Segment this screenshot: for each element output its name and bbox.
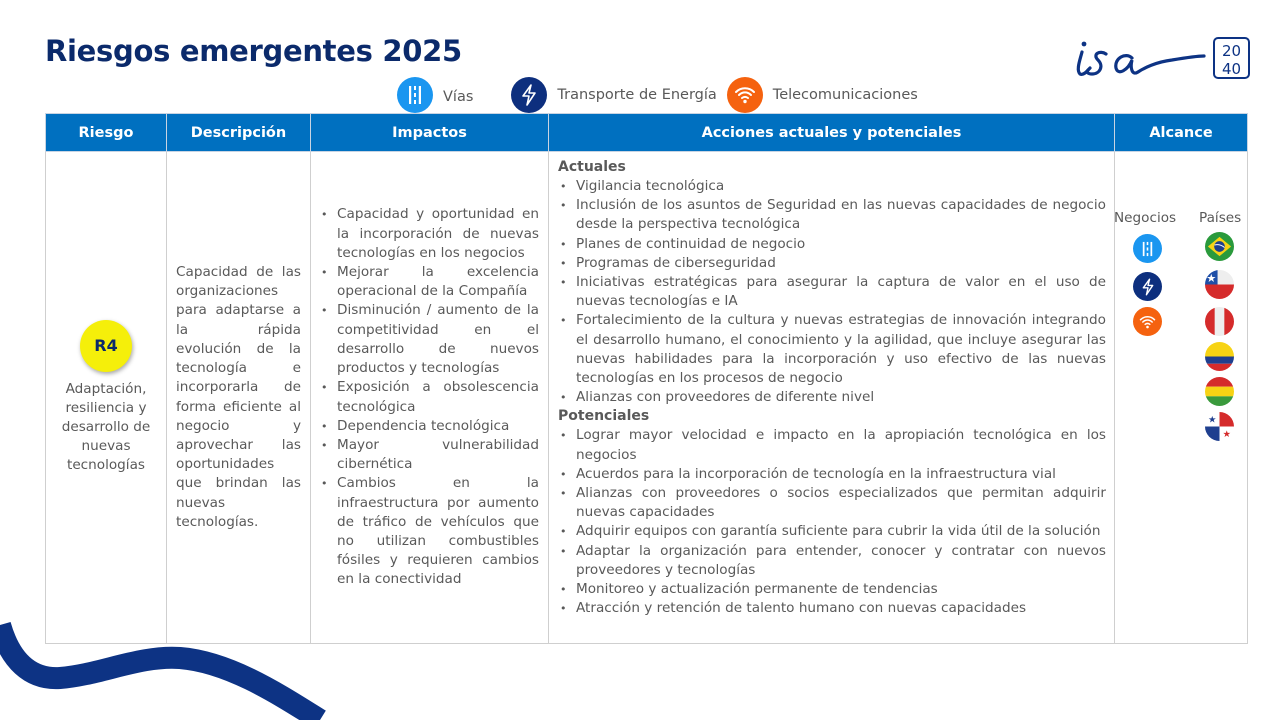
table-row [46, 152, 1248, 644]
header-riesgo: Riesgo [46, 114, 167, 152]
list-item: • Adaptar la organización para entender, conocer y contratar con nuevos proveedores y tecnologías [558, 542, 1106, 580]
list-item: • Acuerdos para la incorporación de tecnología en la infraestructura vial [558, 465, 1106, 484]
list-item: • Inclusión de los asuntos de Seguridad en las nuevas capacidades de negocio desde la perspectiva tecnológica [558, 196, 1106, 234]
impacts-list [319, 205, 539, 589]
current-actions-list [558, 177, 1106, 407]
road-icon [397, 77, 433, 113]
list-item: • Disminución / aumento de la competitividad en el desarrollo de nuevos productos y tecnologías [319, 301, 539, 378]
list-item: • Mayor vulnerabilidad cibernética [319, 436, 539, 474]
lightning-icon [511, 77, 547, 113]
flag-panama-icon [1205, 412, 1234, 441]
list-item: • Lograr mayor velocidad e impacto en la apropiación tecnológica en los negocios [558, 426, 1106, 464]
road-icon [1133, 234, 1162, 263]
legend-item-telco [727, 77, 918, 113]
list-item: • Monitoreo y actualización permanente de tendencias [558, 580, 1106, 599]
flag-brazil-icon [1205, 232, 1234, 261]
list-item: • Alianzas con proveedores de diferente nivel [558, 388, 1106, 407]
risk-cell [46, 152, 167, 644]
page-title: Riesgos emergentes 2025 [45, 34, 462, 68]
legend-label: Vías [443, 89, 474, 105]
impacts-cell [311, 152, 549, 644]
actions-cell [549, 152, 1115, 644]
list-item: • Dependencia tecnológica [319, 417, 539, 436]
risk-name: Adaptación, resiliencia y desarrollo de nuevas tecnologías [61, 381, 151, 473]
list-item: • Alianzas con proveedores o socios especializados que permitan adquirir nuevas capacidades [558, 484, 1106, 522]
svg-text:40: 40 [1221, 60, 1242, 78]
header-acciones: Acciones actuales y potenciales [549, 114, 1115, 152]
businesses-heading: Negocios [1114, 210, 1177, 226]
risk-description: Capacidad de las organizaciones para adaptarse a la rápida evolución de la tecnología e incorporarla de forma eficiente al negocio y aprovechar las oportunidades que brindan las nuevas tecnologías. [176, 264, 301, 530]
list-item: • Capacidad y oportunidad en la incorporación de nuevas tecnologías en los negocios [319, 205, 539, 263]
list-item: • Exposición a obsolescencia tecnológica [319, 378, 539, 416]
header-alcance: Alcance [1115, 114, 1248, 152]
legend-item-vias [397, 77, 501, 113]
description-cell [167, 152, 311, 644]
wifi-icon [727, 77, 763, 113]
isa-2040-logo [1072, 36, 1252, 82]
countries-heading: Países [1199, 210, 1242, 226]
flag-peru-icon [1205, 307, 1234, 336]
legend-label: Transporte de Energía [557, 87, 717, 103]
potential-actions-list [558, 426, 1106, 618]
risk-code-badge: R4 [80, 320, 132, 372]
list-item: • Iniciativas estratégicas para asegurar la captura de valor en el uso de nuevas tecnologías e IA [558, 273, 1106, 311]
svg-text:20: 20 [1221, 42, 1242, 60]
wifi-icon [1133, 307, 1162, 336]
list-item: • Cambios en la infraestructura por aumento de tráfico de vehículos que no utilizan combustibles fósiles y requieren cambios en la conectividad [319, 474, 539, 589]
business-legend [397, 77, 928, 113]
list-item: • Fortalecimiento de la cultura y nuevas estrategias de innovación integrando el desarrollo humano, el conocimiento y la agilidad, que incluye asegurar las nuevas habilidades para la incorporación y uso efectivo de las nuevas tecnologías en los procesos de negocio [558, 311, 1106, 388]
list-item: • Adquirir equipos con garantía suficiente para cubrir la vida útil de la solución [558, 522, 1106, 541]
table-header-row [46, 114, 1248, 152]
header-descripcion: Descripción [167, 114, 311, 152]
list-item: • Vigilancia tecnológica [558, 177, 1106, 196]
list-item: • Atracción y retención de talento humano con nuevas capacidades [558, 599, 1106, 618]
header-impactos: Impactos [311, 114, 549, 152]
legend-label: Telecomunicaciones [772, 87, 918, 103]
risk-table [45, 113, 1248, 644]
current-actions-heading: Actuales [558, 159, 626, 175]
potential-actions-heading: Potenciales [558, 408, 650, 425]
flag-bolivia-icon [1205, 377, 1234, 406]
scope-cell [1115, 152, 1248, 644]
flag-colombia-icon [1205, 342, 1234, 371]
decorative-wave [0, 600, 360, 720]
legend-item-energia [511, 77, 716, 113]
list-item: • Mejorar la excelencia operacional de la Compañía [319, 263, 539, 301]
list-item: • Planes de continuidad de negocio [558, 235, 1106, 254]
lightning-icon [1133, 272, 1162, 301]
flag-chile-icon [1205, 270, 1234, 299]
list-item: • Programas de ciberseguridad [558, 254, 1106, 273]
